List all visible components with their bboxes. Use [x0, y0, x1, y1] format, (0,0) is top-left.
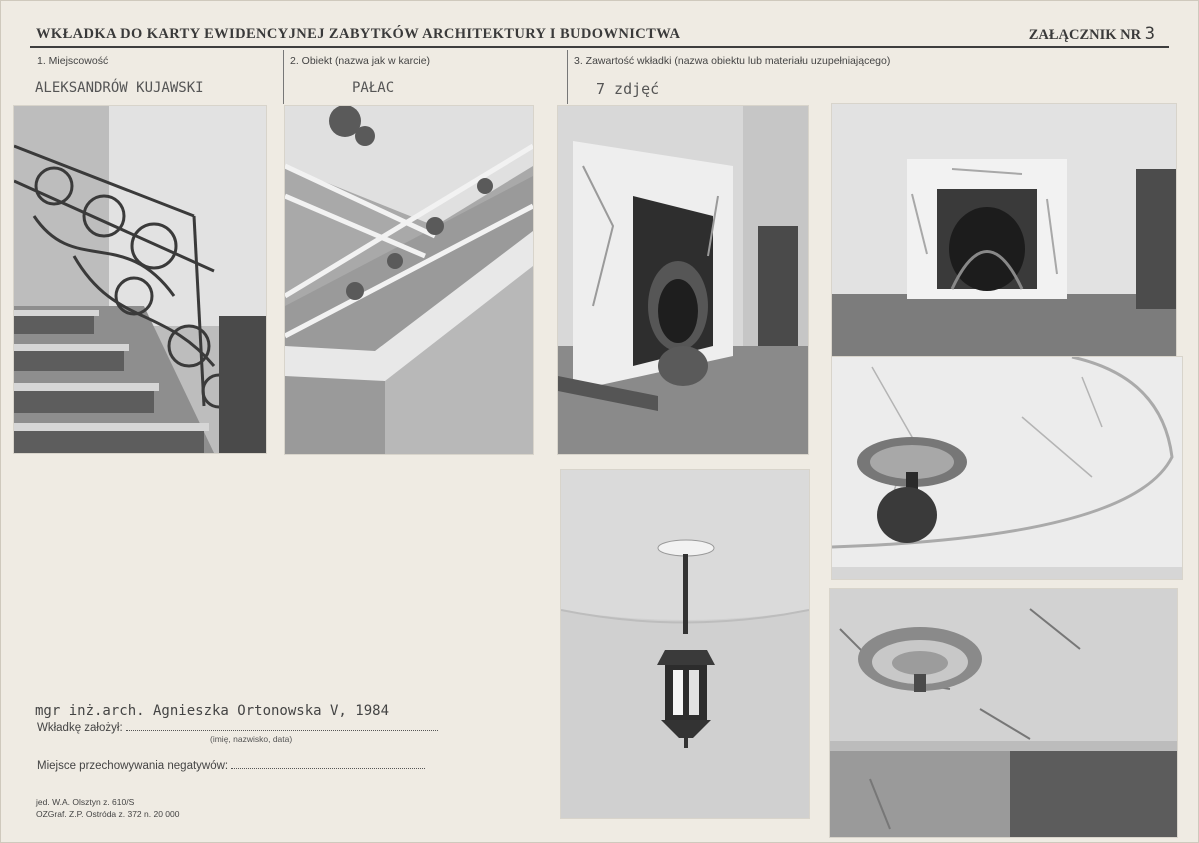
photo-fireplace-front [832, 104, 1176, 356]
print-note-2: OZGraf. Z.P. Ostróda z. 372 n. 20 000 [36, 809, 180, 819]
created-by-dotted-line [126, 720, 438, 731]
created-by-line [37, 720, 438, 734]
photo-staircase-ceiling [285, 106, 533, 454]
annex-number: 3 [1144, 24, 1155, 44]
negatives-label: Miejsce przechowywania negatywów: [37, 760, 229, 772]
field-divider [283, 50, 284, 104]
annex-label [1029, 24, 1155, 44]
card-title: WKŁADKA DO KARTY EWIDENCYJNEJ ZABYTKÓW ARCHITEKTURY I BUDOWNICTWA [36, 26, 681, 42]
locality-label: 1. Miejscowość [37, 55, 109, 67]
photo-ceiling-rosette-damaged [830, 589, 1177, 837]
author-line: mgr inż.arch. Agnieszka Ortonowska V, 1984 [35, 703, 390, 719]
locality-value: ALEKSANDRÓW KUJAWSKI [35, 80, 204, 96]
negatives-line [37, 758, 425, 772]
contents-label: 3. Zawartość wkładki (nazwa obiektu lub materiału uzupełniającego) [574, 55, 891, 67]
negatives-dotted-line [231, 758, 425, 769]
photo-hanging-lantern [561, 470, 809, 818]
annex-label-text: ZAŁĄCZNIK NR [1028, 27, 1142, 43]
photo-ceiling-rosette-lamp [832, 357, 1182, 579]
created-by-hint: (imię, nazwisko, data) [210, 734, 293, 744]
header-rule [30, 46, 1169, 48]
contents-value: 7 zdjęć [596, 80, 660, 98]
print-note-1: jed. W.A. Olsztyn z. 610/S [36, 797, 135, 807]
created-by-label: Wkładkę założył: [37, 722, 123, 734]
object-value: PAŁAC [352, 80, 395, 96]
field-divider [567, 50, 568, 104]
object-label: 2. Obiekt (nazwa jak w karcie) [290, 55, 431, 67]
photo-fireplace-corner [558, 106, 808, 454]
photo-staircase-railing [14, 106, 266, 453]
